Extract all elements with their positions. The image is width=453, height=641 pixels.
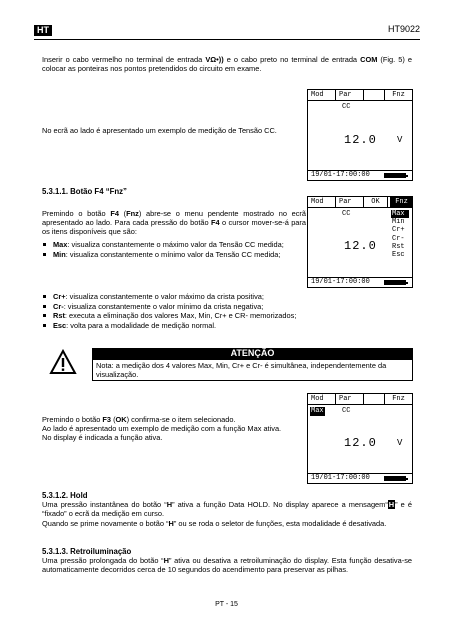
battery-icon [384,280,406,285]
hold-title: 5.3.1.2. Hold [42,491,88,500]
lcd-unit: V [397,438,403,448]
lcd-datetime: 19/01-17:00:00 [311,474,370,482]
ok-section-text: Premindo o botão F3 (OK) confirma-se o item selecionado. Ao lado é apresentado um exemplo de medição com a função Max ativa. No display é indicada a função ativa. [42,415,282,443]
menu-item-max: Max [391,210,409,218]
list-item: Cr-: visualiza constantemente o valor mínimo da crista negativa; [42,302,414,311]
fnz-items-list-a [42,240,306,259]
fnz-items-list-b [42,292,414,330]
lcd-tab-ok: OK [364,197,388,207]
lcd-reading: 12.0 [344,436,377,450]
lcd-screen-max-active [307,393,413,484]
menu-item-cr-plus: Cr+ [392,226,405,235]
lcd-mode: CC [342,210,351,218]
lcd-tab-par: Par [336,197,364,207]
lcd-unit: V [397,135,403,145]
lcd-fnz-dropdown [391,210,409,259]
hold-paragraph-1: Uma pressão instantânea do botão “H” ativa a função Data HOLD. No display aparece a mensagem“H” e é “fixado” o ecrã da medição em curso. [42,500,412,519]
lcd-screen-dc-voltage [307,89,413,181]
list-item: Cr+: visualiza constantemente o valor máximo da crista positiva; [42,292,414,301]
lcd-tab-mod: Mod [308,90,336,100]
section-fnz-intro: Premindo o botão F4 (Fnz) abre-se o menu pendente mostrado no ecrã apresentado ao lado. Para cada pressão do botão F4 o cursor mover-se-á para os itens disponíveis que são: [42,209,306,237]
warning-triangle-icon [49,349,77,377]
hold-icon: H [388,500,395,509]
lcd-tab-par: Par [336,90,364,100]
lcd-tab-mod: Mod [308,197,336,207]
ht-logo [34,24,78,36]
lcd-active-function: Max [311,407,324,415]
lcd-tab-fnz: Fnz [384,90,412,100]
lcd-reading: 12.0 [344,133,377,147]
page-number: PT - 15 [215,601,238,608]
menu-item-rst: Rst [392,242,405,251]
warning-title: ATENÇÃO [92,348,413,359]
battery-icon [384,173,406,178]
lcd-mode: CC [342,103,351,111]
lcd-tab-mod: Mod [308,394,336,404]
lcd-datetime: 19/01-17:00:00 [311,278,370,286]
menu-item-esc: Esc [392,251,405,260]
lcd-tab-par: Par [336,394,364,404]
lcd-tab-fnz: Fnz [390,197,412,207]
header-rule [34,39,420,40]
battery-icon [384,476,406,481]
backlight-title: 5.3.1.3. Retroiluminação [42,547,132,556]
menu-item-min: Min [392,218,405,227]
lcd-mode: CC [342,407,351,415]
lcd-reading: 12.0 [344,239,377,253]
lcd-datetime: 19/01-17:00:00 [311,171,370,179]
warning-text: Nota: a medição dos 4 valores Max, Min, Cr+ e Cr- é simultânea, independentemente da visualização. [92,359,413,381]
intro-lcd-caption: No ecrã ao lado é apresentado um exemplo de medição de Tensão CC. [42,126,277,135]
backlight-paragraph: Uma pressão prolongada do botão “H” ativa ou desativa a retroiluminação do display. Esta função desativa-se automaticamente decorridos cerca de 10 segundos do acendimento para preservar as pilhas. [42,556,412,575]
model-name: HT9022 [387,24,420,34]
menu-item-cr-minus: Cr- [392,234,405,243]
list-item: Min: visualiza constantemente o mínimo valor da Tensão CC medida; [42,250,306,259]
logo-text: HT [34,25,52,36]
lcd-screen-fnz-menu [307,196,413,288]
list-item: Max: visualiza constantemente o máximo valor da Tensão CC medida; [42,240,306,249]
lcd-tab-fnz: Fnz [384,394,412,404]
section-fnz-title: 5.3.1.1. Botão F4 “Fnz” [42,187,127,196]
list-item: Esc: volta para a modalidade de medição normal. [42,321,414,330]
hold-paragraph-2: Quando se prime novamente o botão “H” ou se roda o seletor de funções, esta modalidade é desativada. [42,519,387,528]
list-item: Rst: executa a eliminação dos valores Max, Min, Cr+ e CR- memorizados; [42,311,414,320]
intro-paragraph: Inserir o cabo vermelho no terminal de entrada VΩ•)) e o cabo preto no terminal de entrada COM (Fig. 5) e colocar as ponteiras nos pontos pretendidos do circuito em exame. [42,55,412,74]
